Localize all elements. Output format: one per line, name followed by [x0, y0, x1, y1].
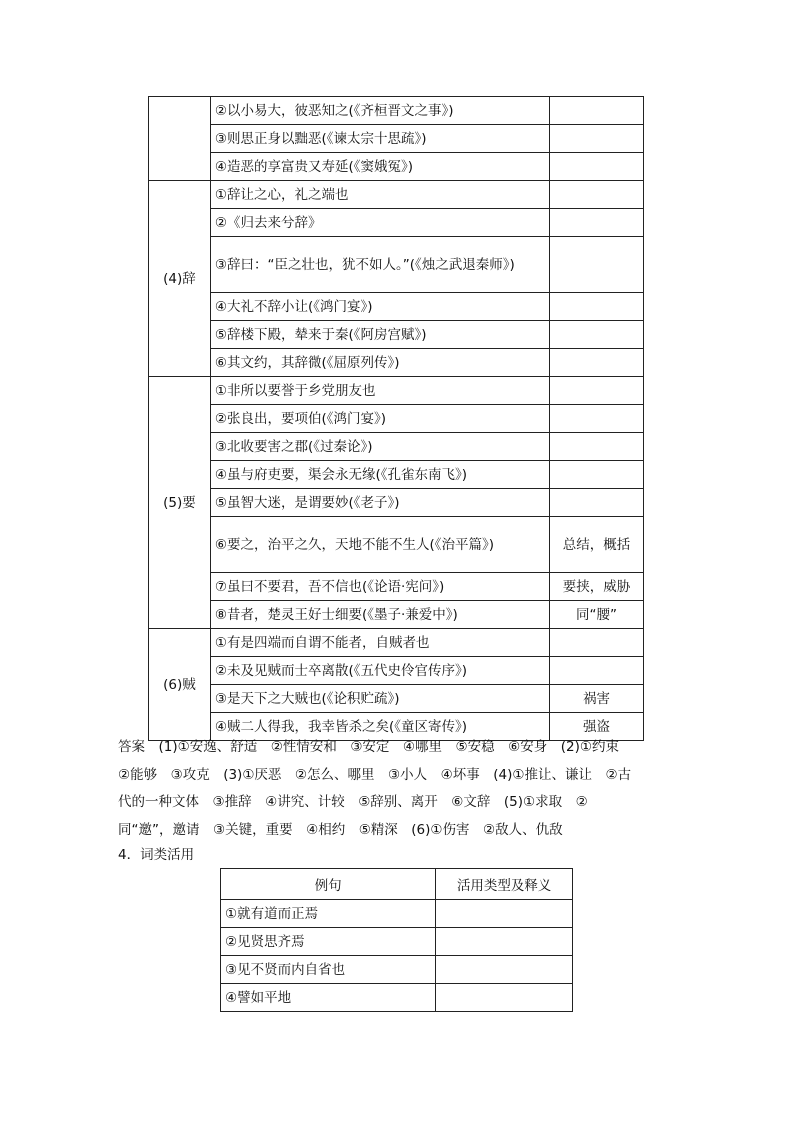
- table-row: [149, 489, 644, 517]
- meaning-cell: [550, 293, 644, 321]
- meaning-cell: [550, 461, 644, 489]
- example-cell: ②《归去来兮辞》: [210, 209, 549, 237]
- meaning-cell: 总结，概括: [550, 517, 644, 573]
- example-cell: ③则思正身以黜恶(《谏太宗十思疏》): [210, 125, 549, 153]
- example-cell: ⑧昔者，楚灵王好士细要(《墨子·兼爱中》): [210, 601, 549, 629]
- example-cell: ③辞曰：“臣之壮也，犹不如人。”(《烛之武退秦师》): [210, 237, 549, 293]
- table-row: [149, 181, 644, 209]
- table-row: [149, 293, 644, 321]
- example-cell: ①就有道而正焉: [221, 900, 436, 928]
- meaning-cell: [550, 489, 644, 517]
- example-cell: ①有是四端而自谓不能者，自贼者也: [210, 629, 549, 657]
- example-cell: ⑥其文约，其辞微(《屈原列传》): [210, 349, 549, 377]
- header-example: 例句: [221, 869, 436, 900]
- meaning-cell: [550, 209, 644, 237]
- example-cell: ④造恶的享富贵又寿延(《窦娥冤》): [210, 153, 549, 181]
- example-cell: ⑥要之，治平之久，天地不能不生人(《治平篇》): [210, 517, 549, 573]
- meaning-cell: [550, 153, 644, 181]
- table-header-row: [221, 869, 573, 900]
- meaning-cell: [550, 321, 644, 349]
- example-cell: ②张良出，要项伯(《鸿门宴》): [210, 405, 549, 433]
- example-cell: ③北收要害之郡(《过秦论》): [210, 433, 549, 461]
- word-class-usage-table: [220, 868, 573, 1012]
- headword-cell: (6)贼: [149, 629, 211, 741]
- usage-cell: [436, 900, 573, 928]
- example-cell: ②未及见贼而士卒离散(《五代史伶官传序》): [210, 657, 549, 685]
- meaning-cell: [550, 629, 644, 657]
- table-row: [149, 349, 644, 377]
- meaning-cell: [550, 657, 644, 685]
- meaning-cell: [550, 349, 644, 377]
- table-row: [149, 685, 644, 713]
- example-cell: ④譬如平地: [221, 984, 436, 1012]
- headword-cell: [149, 97, 211, 181]
- table-row: [149, 321, 644, 349]
- meaning-cell: [550, 125, 644, 153]
- meaning-cell: [550, 377, 644, 405]
- table-row: [149, 517, 644, 573]
- word-meaning-table: [148, 96, 644, 741]
- usage-cell: [436, 984, 573, 1012]
- example-cell: ④贼二人得我，我幸皆杀之矣(《童区寄传》): [210, 713, 549, 741]
- table-row: [149, 237, 644, 293]
- meaning-cell: [550, 237, 644, 293]
- table-row: [149, 405, 644, 433]
- example-cell: ①非所以要誉于乡党朋友也: [210, 377, 549, 405]
- table-row: [149, 629, 644, 657]
- table-row: [149, 433, 644, 461]
- headword-cell: (4)辞: [149, 181, 211, 377]
- headword-cell: (5)要: [149, 377, 211, 629]
- table-row: [221, 928, 573, 956]
- table-row: [221, 956, 573, 984]
- example-cell: ⑦虽曰不要君，吾不信也(《论语·宪问》): [210, 573, 549, 601]
- answer-paragraph: 答案 (1)①安逸、舒适 ②性情安和 ③安定 ④哪里 ⑤安稳 ⑥安身 (2)①约束 ②能够 ③攻克 (3)①厌恶 ②怎么、哪里 ③小人 ④坏事 (4)①推让、谦让 ②古代的一种文体 ③推辞 ④讲究、计较 ⑤辞别、离开 ⑥文辞 (5)①求取 ②同“邀”，邀请 ③关键，重要 ④相约 ⑤精深 (6)①伤害 ②敌人、仇敌: [118, 739, 633, 838]
- section-4-heading: 4．词类活用: [118, 847, 195, 863]
- table-row: [149, 461, 644, 489]
- table-row: [149, 125, 644, 153]
- table-row: [149, 209, 644, 237]
- example-cell: ④虽与府吏要，渠会永无缘(《孔雀东南飞》): [210, 461, 549, 489]
- meaning-cell: 要挟，威胁: [550, 573, 644, 601]
- meaning-cell: [550, 181, 644, 209]
- example-cell: ③见不贤而内自省也: [221, 956, 436, 984]
- meaning-cell: 祸害: [550, 685, 644, 713]
- table-row: [221, 900, 573, 928]
- meaning-cell: [550, 97, 644, 125]
- meaning-cell: 同“腰”: [550, 601, 644, 629]
- meaning-cell: 强盗: [550, 713, 644, 741]
- usage-cell: [436, 928, 573, 956]
- example-cell: ①辞让之心，礼之端也: [210, 181, 549, 209]
- example-cell: ⑤虽智大迷，是谓要妙(《老子》): [210, 489, 549, 517]
- example-cell: ④大礼不辞小让(《鸿门宴》): [210, 293, 549, 321]
- table-row: [149, 601, 644, 629]
- example-cell: ⑤辞楼下殿，辇来于秦(《阿房宫赋》): [210, 321, 549, 349]
- header-usage: 活用类型及释义: [436, 869, 573, 900]
- usage-cell: [436, 956, 573, 984]
- example-cell: ②以小易大，彼恶知之(《齐桓晋文之事》): [210, 97, 549, 125]
- table-row: [149, 573, 644, 601]
- table-row: [221, 984, 573, 1012]
- meaning-cell: [550, 405, 644, 433]
- table-row: [149, 97, 644, 125]
- table-row: [149, 153, 644, 181]
- table-row: [149, 377, 644, 405]
- table-row: [149, 657, 644, 685]
- example-cell: ②见贤思齐焉: [221, 928, 436, 956]
- meaning-cell: [550, 433, 644, 461]
- example-cell: ③是天下之大贼也(《论积贮疏》): [210, 685, 549, 713]
